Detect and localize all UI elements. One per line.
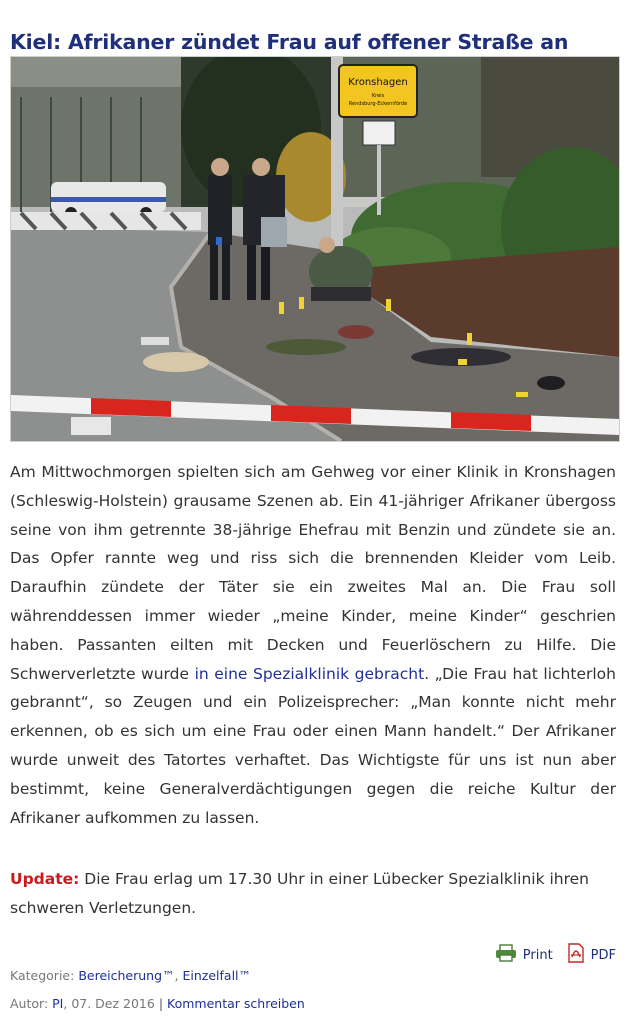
article-title[interactable]: Kiel: Afrikaner zündet Frau auf offener Straße an [10, 29, 569, 54]
body-text-part1: Am Mittwochmorgen spielten sich am Gehweg vor einer Klinik in Kronshagen (Schleswig-Holstein) grausame Szenen ab. Ein 41-jähriger Afrikaner übergoss seine von ihm getrennte 38-jährige Ehefrau mit Benzin und zündete sie an. Das Opfer rannte weg und riss sich die brennenden Kleider vom Leib. Daraufhin zündete der Täter sie ein zweites Mal an. Die Frau soll währenddessen immer wieder „meine Kinder, meine Kinder“ geschrien haben. Passanten eilten mit Decken und Feuerlöschern zu Hilfe. Die Schwerverletzte wurde [10, 463, 616, 683]
sign-sub2-text: Rendsburg-Eckernförde [348, 101, 408, 107]
pdf-icon [567, 943, 585, 967]
category-link-bereicherung[interactable]: Bereicherung™ [78, 968, 175, 983]
body-text-part2: . „Die Frau hat lichterloh gebrannt“, so Zeugen und ein Polizeisprecher: „Man konnte nicht mehr erkennen, ob es sich um eine Frau oder einen Mann handelt.“ Der Afrikaner wurde unweit des Tatortes verhaftet. Das Wichtigste für uns ist nun aber bestimmt, keine Generalverdächtigungen gegen die reiche Kultur der Afrikaner aufkommen zu lassen. [10, 664, 616, 827]
author-line [10, 996, 305, 1011]
update-label: Update: [10, 870, 80, 888]
category-link-einzelfall[interactable]: Einzelfall™ [182, 968, 252, 983]
article-photo [10, 56, 620, 442]
printer-icon [495, 944, 517, 966]
author-link[interactable]: PI [52, 996, 64, 1011]
pdf-button[interactable] [567, 943, 616, 967]
comment-link[interactable]: Kommentar schreiben [167, 996, 305, 1011]
sign-sub1-text: Kreis [371, 93, 385, 99]
print-label: Print [522, 947, 553, 963]
article-body [10, 458, 616, 832]
author-label: Autor: [10, 996, 49, 1011]
article-actions [495, 943, 616, 967]
print-button[interactable] [495, 944, 553, 966]
sign-town-text: Kronshagen [348, 77, 408, 88]
category-separator: , [174, 968, 179, 983]
update-paragraph [10, 865, 616, 923]
update-text: Die Frau erlag um 17.30 Uhr in einer Lübecker Spezialklinik ihren schweren Verletzungen. [10, 870, 590, 917]
category-label: Kategorie: [10, 968, 75, 983]
category-line [10, 968, 251, 983]
clinic-link[interactable]: in eine Spezialklinik gebracht [194, 664, 425, 683]
pdf-label: PDF [590, 947, 616, 963]
meta-divider: | [158, 996, 164, 1011]
post-date: , 07. Dez 2016 [63, 996, 155, 1011]
